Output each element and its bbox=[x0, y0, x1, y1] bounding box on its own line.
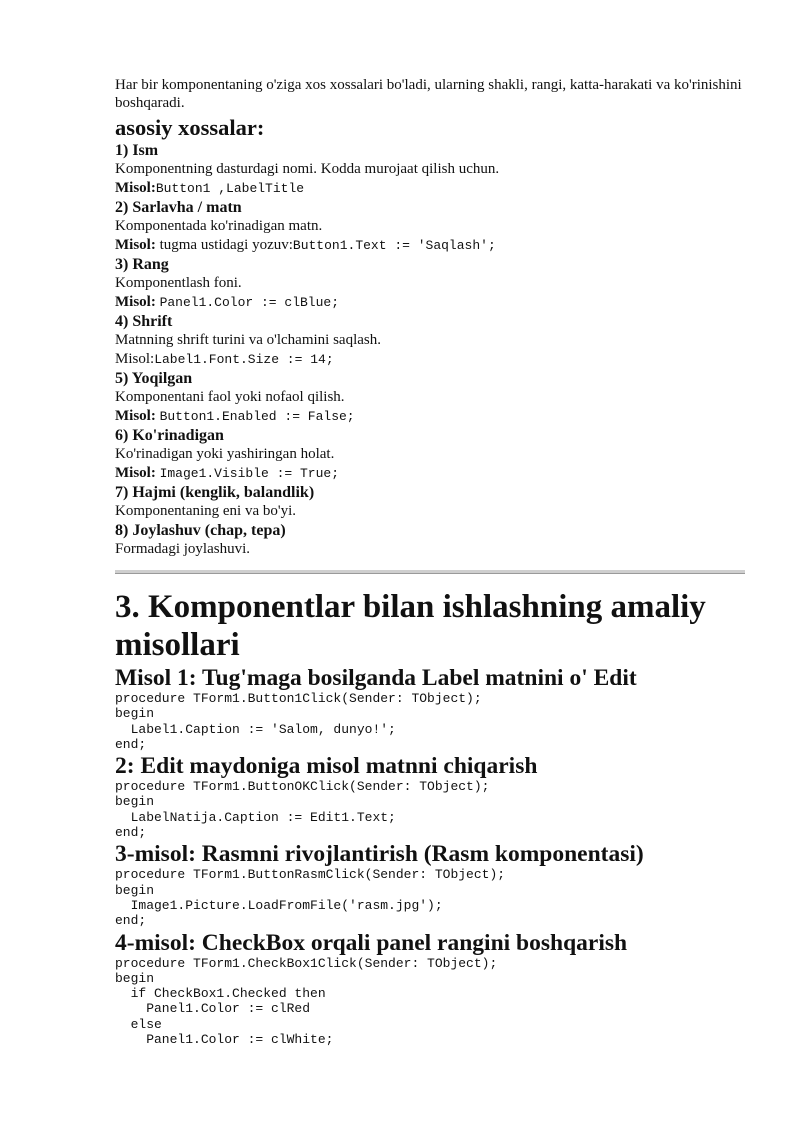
property-example bbox=[115, 293, 745, 312]
section-heading: 3. Komponentlar bilan ishlashning amaliy misollari bbox=[115, 589, 706, 663]
example-label: Misol: bbox=[115, 294, 156, 310]
property-example bbox=[115, 179, 745, 198]
example-label: Misol: bbox=[115, 180, 156, 196]
code-block: procedure TForm1.ButtonRasmClick(Sender: TObject); begin Image1.Picture.LoadFromFile('rasm.jpg'); end; bbox=[115, 867, 506, 929]
properties-heading: asosiy xossalar: bbox=[115, 115, 265, 140]
property-item bbox=[115, 255, 745, 312]
example-title: 2: Edit maydoniga misol matnni chiqarish bbox=[115, 753, 538, 780]
example-code: Panel1.Color := clBlue; bbox=[159, 295, 340, 310]
example-text: tugma ustidagi yozuv: bbox=[155, 237, 293, 253]
property-description: Komponentada ko'rinadigan matn. bbox=[115, 218, 323, 234]
property-example bbox=[115, 464, 745, 483]
property-item bbox=[115, 312, 745, 369]
example-code: Button1.Text := 'Saqlash'; bbox=[292, 238, 496, 253]
example-title: Misol 1: Tug'maga bosilganda Label matnini o' Edit bbox=[115, 665, 637, 691]
example-label: Misol: bbox=[115, 465, 156, 481]
example-title: 4-misol: CheckBox orqali panel rangini boshqarish bbox=[115, 929, 628, 956]
property-description: Komponentlash foni. bbox=[115, 275, 242, 291]
property-description: Komponentani faol yoki nofaol qilish. bbox=[115, 389, 345, 405]
property-example bbox=[115, 350, 745, 369]
property-title: 3) Rang bbox=[115, 256, 169, 273]
property-title: 1) Ism bbox=[115, 142, 159, 159]
example-label: Misol: bbox=[115, 408, 156, 424]
property-description: Komponentning dasturdagi nomi. Kodda murojaat qilish uchun. bbox=[115, 161, 500, 177]
property-item bbox=[115, 483, 745, 521]
document-body bbox=[115, 76, 745, 559]
property-item bbox=[115, 426, 745, 483]
example-title: 3-misol: Rasmni rivojlantirish (Rasm komponentasi) bbox=[115, 841, 644, 868]
property-item bbox=[115, 521, 745, 559]
property-title: 5) Yoqilgan bbox=[115, 370, 193, 387]
property-title: 7) Hajmi (kenglik, balandlik) bbox=[115, 484, 315, 501]
horizontal-divider bbox=[115, 570, 745, 574]
property-description: Matnning shrift turini va o'lchamini saqlash. bbox=[115, 332, 381, 348]
example-code: Label1.Font.Size := 14; bbox=[154, 352, 334, 367]
property-description: Ko'rinadigan yoki yashiringan holat. bbox=[115, 446, 335, 462]
examples-section bbox=[115, 588, 745, 1047]
property-description: Komponentaning eni va bo'yi. bbox=[115, 503, 297, 519]
property-item bbox=[115, 198, 745, 255]
example-code: Button1 ,LabelTitle bbox=[155, 181, 305, 196]
property-title: 4) Shrift bbox=[115, 313, 173, 330]
property-item bbox=[115, 141, 745, 198]
property-title: 8) Joylashuv (chap, tepa) bbox=[115, 522, 286, 539]
example-text: Misol: bbox=[115, 351, 155, 367]
example-code: Button1.Enabled := False; bbox=[159, 409, 355, 424]
intro-paragraph: Har bir komponentaning o'ziga xos xossalari bo'ladi, ularning shakli, rangi, katta-harakati va ko'rinishini boshqaradi. bbox=[115, 77, 742, 111]
code-block: procedure TForm1.CheckBox1Click(Sender: TObject); begin if CheckBox1.Checked then Panel1.Color := clRed else Panel1.Color := clWhite; bbox=[115, 955, 498, 1048]
example-label: Misol: bbox=[115, 237, 156, 253]
property-description: Formadagi joylashuvi. bbox=[115, 541, 250, 557]
property-title: 6) Ko'rinadigan bbox=[115, 427, 224, 444]
property-example bbox=[115, 236, 745, 255]
property-example bbox=[115, 407, 745, 426]
property-title: 2) Sarlavha / matn bbox=[115, 199, 242, 216]
example-code: Image1.Visible := True; bbox=[159, 466, 340, 481]
code-block: procedure TForm1.Button1Click(Sender: TObject); begin Label1.Caption := 'Salom, dunyo!'; end; bbox=[115, 691, 482, 752]
code-block: procedure TForm1.ButtonOKClick(Sender: TObject); begin LabelNatija.Caption := Edit1.Text; end; bbox=[115, 779, 490, 841]
property-item bbox=[115, 369, 745, 426]
